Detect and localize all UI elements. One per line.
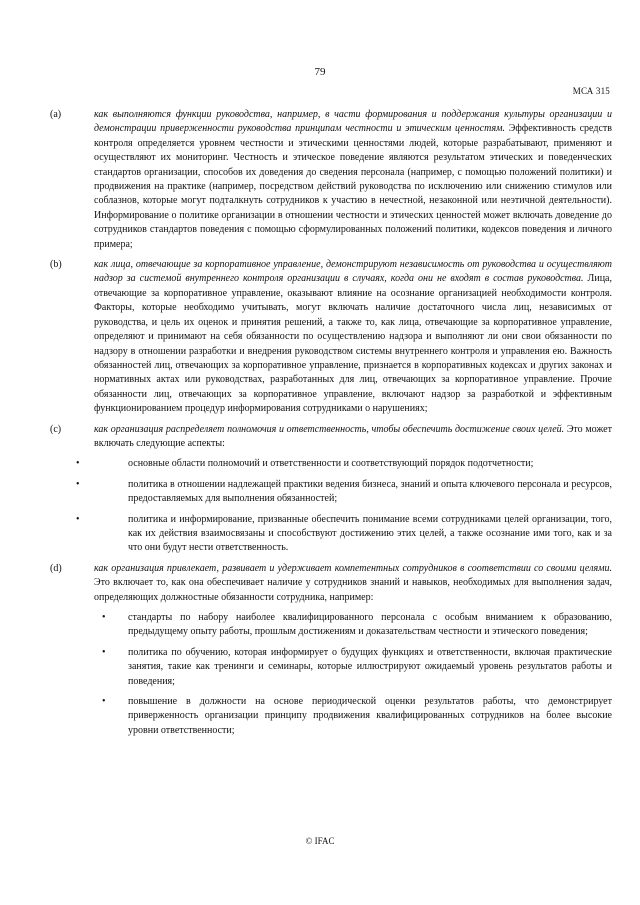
item-lead: как организация привлекает, развивает и удерживает компетентных сотрудников в соответствии со своими целями. (94, 562, 612, 574)
sub-list (102, 611, 612, 738)
item-b (50, 258, 612, 416)
item-lead: как выполняются функции руководства, например, в части формирования и поддержания культуры организации и демонстрации приверженности руководства принципам честности и этическим ценностям. (94, 109, 612, 135)
list-item (76, 457, 612, 471)
item-marker: (c) (50, 423, 62, 435)
item-body: Это включает то, как она обеспечивает наличие у сотрудников знаний и навыков, необходимых для выполнения задач, определяющих должностные обязанности сотрудника, например: (94, 577, 612, 603)
bullet-icon: • (76, 458, 80, 470)
bullet-icon: • (76, 513, 80, 525)
list-item-text: политика по обучению, которая информирует о будущих функциях и ответственности, включая практические занятия, такие как тренинги и семинары, которые иллюстрируют ожидаемый уровень результатов работы и поведения; (128, 646, 612, 687)
document-body (50, 108, 612, 744)
list-item (76, 513, 612, 556)
list-item (102, 646, 612, 689)
item-body: Это может включать следующие аспекты: (94, 423, 612, 449)
bullet-icon: • (102, 696, 106, 708)
list-item-text: политика и информирование, призванные обеспечить понимание всеми сотрудниками целей организации, того, как их действия взаимосвязаны и способствуют достижению этих целей, а также осознание ими того, как и за что они будут нести ответственность. (128, 513, 612, 554)
document-code: МСА 315 (572, 86, 610, 96)
list-item-text: стандарты по набору наиболее квалифицированного персонала с особым вниманием к образованию, предыдущему опыту работы, прошлым достижениям и доказательствам честности и этического поведения; (128, 612, 612, 638)
bullet-icon: • (102, 646, 106, 658)
item-body: Лица, отвечающие за корпоративное управление, оказывают влияние на осознание организацией необходимости контроля. Факторы, которые необходимо учитывать, могут включать наличие достаточного числа лиц, независимых от руководства, и цель их оценок и принятия решений, а также то, как лица, отвечающие за корпоративное управление, определяют и принимают на себя обязанности по осуществлению надзора и выполняют ли они свои обязанности по надзору в отношении разработки и внедрения руководством системы внутреннего контроля и управления ею. Важность обязанностей лиц, отвечающих за корпоративное управление, признается в корпоративных кодексах и других законах и нормативных актах или руководствах, разработанных для лиц, отвечающих за корпоративное управление. Прочие обязанности лиц, отвечающих за корпоративное управление, включают надзор за разработкой и эффективным функционированием процедур информирования сотрудниками о нарушениях; (94, 273, 612, 415)
list-item-text: политика в отношении надлежащей практики ведения бизнеса, знаний и опыта ключевого персонала и ресурсов, предоставляемых для выполнения обязанностей; (128, 478, 612, 505)
list-item (102, 611, 612, 640)
list-item (102, 695, 612, 738)
bullet-icon: • (102, 612, 106, 623)
item-c (50, 423, 612, 452)
item-a (50, 108, 612, 252)
item-lead: как организация распределяет полномочия и ответственность, чтобы обеспечить достижение своих целей. (94, 423, 565, 435)
list-item-text: повышение в должности на основе периодической оценки результатов работы, что демонстрирует приверженность организации принципу продвижения квалифицированных сотрудников на более высокие уровни ответственности; (128, 696, 612, 736)
list-item-text: основные области полномочий и ответственности и соответствующий порядок подотчетности; (128, 458, 534, 470)
list-item (76, 478, 612, 507)
item-lead: как лица, отвечающие за корпоративное управление, демонстрируют независимость от руководства и осуществляют надзор за системой внутреннего контроля организации в случаях, когда они не входят в состав руководства. (94, 259, 612, 285)
bullet-icon: • (76, 478, 80, 490)
item-body: Эффективность средств контроля определяется уровнем честности и этическими ценностями людей, которые разрабатывают, применяют и осуществляют их мониторинг. Честность и этическое поведение являются результатом этических и поведенческих стандартов организации, способов их доведения до сведения персонала (например, с помощью положений политики) и продвижения на практике (например, посредством действий руководства по исключению или снижению стимулов или соблазнов, которые могут подталкнуть сотрудников к участию в нечестной, незаконной или неэтичной деятельности). Информирование о политике организации в отношении честности и этических ценностей может включать доведение до сотрудников стандартов поведения с помощью сформулированных положений политики, кодексов поведения и личного примера; (94, 123, 612, 250)
item-marker: (a) (50, 109, 62, 120)
item-marker: (b) (50, 259, 62, 271)
item-d (50, 562, 612, 605)
item-marker: (d) (50, 562, 62, 574)
footer-copyright: © IFAC (305, 836, 335, 846)
page-number: 79 (314, 66, 326, 78)
